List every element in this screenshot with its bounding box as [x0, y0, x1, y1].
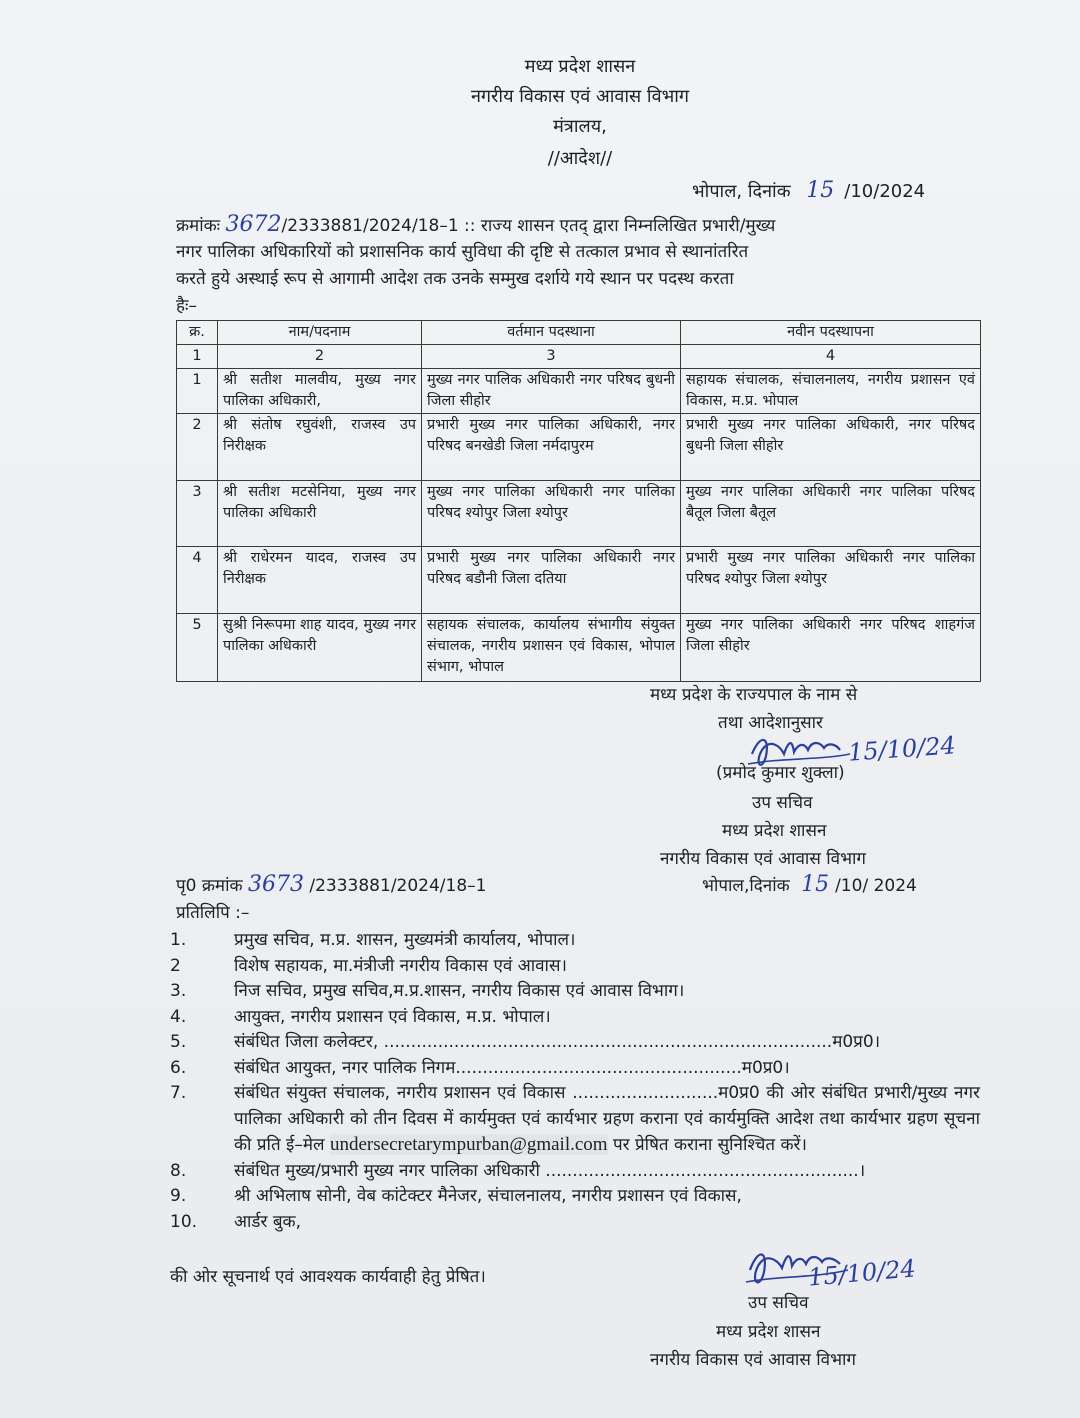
list-item [170, 979, 980, 1005]
closing-line: की ओर सूचनार्थ एवं आवश्यक कार्यवाही हेतु प्रेषित। [170, 1267, 486, 1287]
list-text: संबंधित जिला कलेक्टर, ...................................................................................म0प्र0। [234, 1032, 881, 1052]
table-row [177, 414, 981, 481]
endorsement-date [702, 874, 917, 897]
list-number: 1. [170, 930, 187, 950]
order-title: //आदेश// [547, 148, 613, 169]
row-current-posting: प्रभारी मुख्य नगर पालिका अधिकारी, नगर परिषद बनखेडी जिला नर्मदापुरम [422, 414, 681, 481]
table-colnum-row [177, 345, 981, 369]
signatory-govt: मध्य प्रदेश शासन [722, 821, 827, 841]
row-new-posting: प्रभारी मुख्य नगर पालिका अधिकारी नगर पालिका परिषद श्योपुर जिला श्योपुर [681, 547, 981, 614]
table-row [177, 547, 981, 614]
dateline [692, 180, 925, 203]
govt-heading: मध्य प्रदेश शासन [524, 56, 636, 77]
list-number: 7. [170, 1083, 187, 1103]
order-label: क्रमांकः [176, 216, 221, 236]
department-heading: नगरीय विकास एवं आवास विभाग [470, 86, 690, 107]
list-text: प्रमुख सचिव, म.प्र. शासन, मुख्यमंत्री कार्यालय, भोपाल। [234, 930, 576, 950]
table-row [177, 614, 981, 682]
authority-line1: मध्य प्रदेश के राज्यपाल के नाम से [650, 685, 858, 705]
ministry-heading: मंत्रालय, [553, 116, 607, 137]
order-para-line4: हैः– [176, 296, 197, 316]
list-text-tail: पर प्रेषित कराना सुनिश्चित करें। [607, 1135, 807, 1155]
copy-label: प्रतिलिपि :– [176, 903, 250, 923]
signature-date: 15/10/24 [806, 1254, 917, 1292]
signatory-dept: नगरीय विकास एवं आवास विभाग [660, 849, 866, 869]
list-text: संबंधित आयुक्त, नगर पालिक निगम.....................................................म0प्र0। [234, 1057, 790, 1078]
endorsement-ref-line [176, 874, 486, 897]
list-item [170, 1081, 980, 1159]
row-current-posting: प्रभारी मुख्य नगर पालिका अधिकारी नगर परिषद बडौनी जिला दतिया [422, 547, 681, 614]
list-text: श्री अभिलाष सोनी, वेब कांटेक्टर मैनेजर, संचालनालय, नगरीय प्रशासन एवं विकास, [234, 1186, 742, 1206]
table-header-row [177, 321, 981, 345]
col-header-new-posting: नवीन पदस्थापना [681, 321, 981, 345]
order-ref: /2333881/2024/18–1 :: राज्य शासन एतद् द्वारा निम्नलिखित प्रभारी/मुख्य [281, 216, 776, 236]
list-item [170, 1159, 980, 1185]
list-item [170, 1030, 980, 1056]
list-item [170, 928, 980, 954]
endorsement-designation: उप सचिव [748, 1293, 809, 1313]
order-para-line2: नगर पालिका अधिकारियों को प्रशासनिक कार्य सुविधा की दृष्टि से तत्काल प्रभाव से स्थानांतरित [176, 242, 749, 262]
list-text-body: संबंधित संयुक्त संचालक, नगरीय प्रशासन एवं विकास ...........................म0प्र0 की ओर संबंधित प्रभारी/मुख्य नगर पालिका अधिकारी को तीन दिवस में कार्यमुक्त एवं कार्यभार ग्रहण कराना एवं कार्यमुक्ति आदेश तथा कार्यभार ग्रहण सूचना की प्रति ई–मेल [234, 1083, 980, 1155]
list-number: 9. [170, 1186, 187, 1206]
endorsement-date-rest: /10/ 2024 [835, 876, 917, 896]
list-item [170, 1210, 980, 1236]
row-current-posting: मुख्य नगर पालिका अधिकारी नगर पालिका परिषद श्योपुर जिला श्योपुर [422, 481, 681, 547]
col-number: 4 [681, 345, 981, 369]
col-header-name: नाम/पदनाम [218, 321, 422, 345]
row-serial: 2 [177, 414, 218, 481]
signatory-designation: उप सचिव [752, 793, 813, 813]
distribution-list [170, 928, 980, 1235]
list-item [170, 954, 980, 980]
row-serial: 3 [177, 481, 218, 547]
signatory-name: (प्रमोद कुमार शुक्ला) [716, 763, 845, 783]
col-header-current-posting: वर्तमान पदस्थाना [422, 321, 681, 345]
dateline-rest: /10/2024 [844, 181, 926, 202]
row-new-posting: प्रभारी मुख्य नगर पालिका अधिकारी, नगर परिषद बुधनी जिला सीहोर [681, 414, 981, 481]
order-number: 3672 [225, 212, 282, 237]
email-address: undersecretarympurban@gmail.com [329, 1134, 608, 1155]
list-item [170, 1184, 980, 1210]
transfer-table [176, 320, 981, 682]
list-item [170, 1056, 980, 1082]
row-name: श्री संतोष रघुवंशी, राजस्व उप निरीक्षक [218, 414, 422, 481]
list-text: संबंधित मुख्य/प्रभारी मुख्य नगर पालिका अधिकारी ..........................................................। [234, 1160, 866, 1181]
row-new-posting: मुख्य नगर पालिका अधिकारी नगर परिषद शाहगंज जिला सीहोर [681, 614, 981, 682]
endorsement-govt: मध्य प्रदेश शासन [716, 1322, 821, 1342]
endorsement-number: 3673 [247, 872, 304, 897]
list-text: विशेष सहायक, मा.मंत्रीजी नगरीय विकास एवं आवास। [234, 955, 567, 976]
row-name: सुश्री निरूपमा शाह यादव, मुख्य नगर पालिका अधिकारी [218, 614, 422, 682]
col-number: 3 [422, 345, 681, 369]
endorsement-ref: /2333881/2024/18–1 [309, 876, 487, 896]
endorsement-day: 15 [801, 872, 830, 897]
row-name: श्री राधेरमन यादव, राजस्व उप निरीक्षक [218, 547, 422, 614]
endorsement-date-prefix: भोपाल,दिनांक [702, 876, 790, 896]
order-para-line1 [176, 214, 981, 237]
row-name: श्री सतीश मालवीय, मुख्य नगर पालिका अधिकारी, [218, 369, 422, 414]
list-number: 5. [170, 1032, 187, 1052]
list-number: 2 [170, 955, 181, 976]
list-text: आयुक्त, नगरीय प्रशासन एवं विकास, म.प्र. भोपाल। [234, 1006, 551, 1027]
row-current-posting: मुख्य नगर पालिक अधिकारी नगर परिषद बुधनी जिला सीहोर [422, 369, 681, 414]
col-header-serial: क्र. [177, 321, 218, 345]
row-current-posting: सहायक संचालक, कार्यालय संभागीय संयुक्त संचालक, नगरीय प्रशासन एवं विकास, भोपाल संभाग, भोपाल [422, 614, 681, 682]
order-para-line3: करते हुये अस्थाई रूप से आगामी आदेश तक उनके सम्मुख दर्शाये गये स्थान पर पदस्थ करता [176, 269, 734, 289]
table-row [177, 369, 981, 414]
list-number: 3. [170, 981, 187, 1001]
list-number: 10. [170, 1211, 198, 1232]
list-number: 4. [170, 1006, 187, 1027]
list-text [234, 1081, 980, 1159]
authority-line2: तथा आदेशानुसार [718, 713, 824, 733]
list-number: 6. [170, 1057, 187, 1078]
list-text: आर्डर बुक, [234, 1211, 301, 1232]
row-serial: 5 [177, 614, 218, 682]
endorsement-dept: नगरीय विकास एवं आवास विभाग [650, 1350, 856, 1370]
col-number: 1 [177, 345, 218, 369]
list-number: 8. [170, 1160, 187, 1181]
signature-date: 15/10/24 [847, 731, 957, 767]
row-name: श्री सतीश मटसेनिया, मुख्य नगर पालिका अधिकारी [218, 481, 422, 547]
endorsement-label: पृ0 क्रमांक [176, 876, 243, 896]
row-new-posting: मुख्य नगर पालिका अधिकारी नगर पालिका परिषद बैतूल जिला बैतूल [681, 481, 981, 547]
dateline-prefix: भोपाल, दिनांक [692, 181, 791, 202]
row-serial: 4 [177, 547, 218, 614]
list-text: निज सचिव, प्रमुख सचिव,म.प्र.शासन, नगरीय विकास एवं आवास विभाग। [234, 981, 685, 1001]
dateline-day: 15 [806, 178, 835, 203]
list-item [170, 1005, 980, 1031]
col-number: 2 [218, 345, 422, 369]
row-serial: 1 [177, 369, 218, 414]
table-row [177, 481, 981, 547]
row-new-posting: सहायक संचालक, संचालनालय, नगरीय प्रशासन एवं विकास, म.प्र. भोपाल [681, 369, 981, 414]
